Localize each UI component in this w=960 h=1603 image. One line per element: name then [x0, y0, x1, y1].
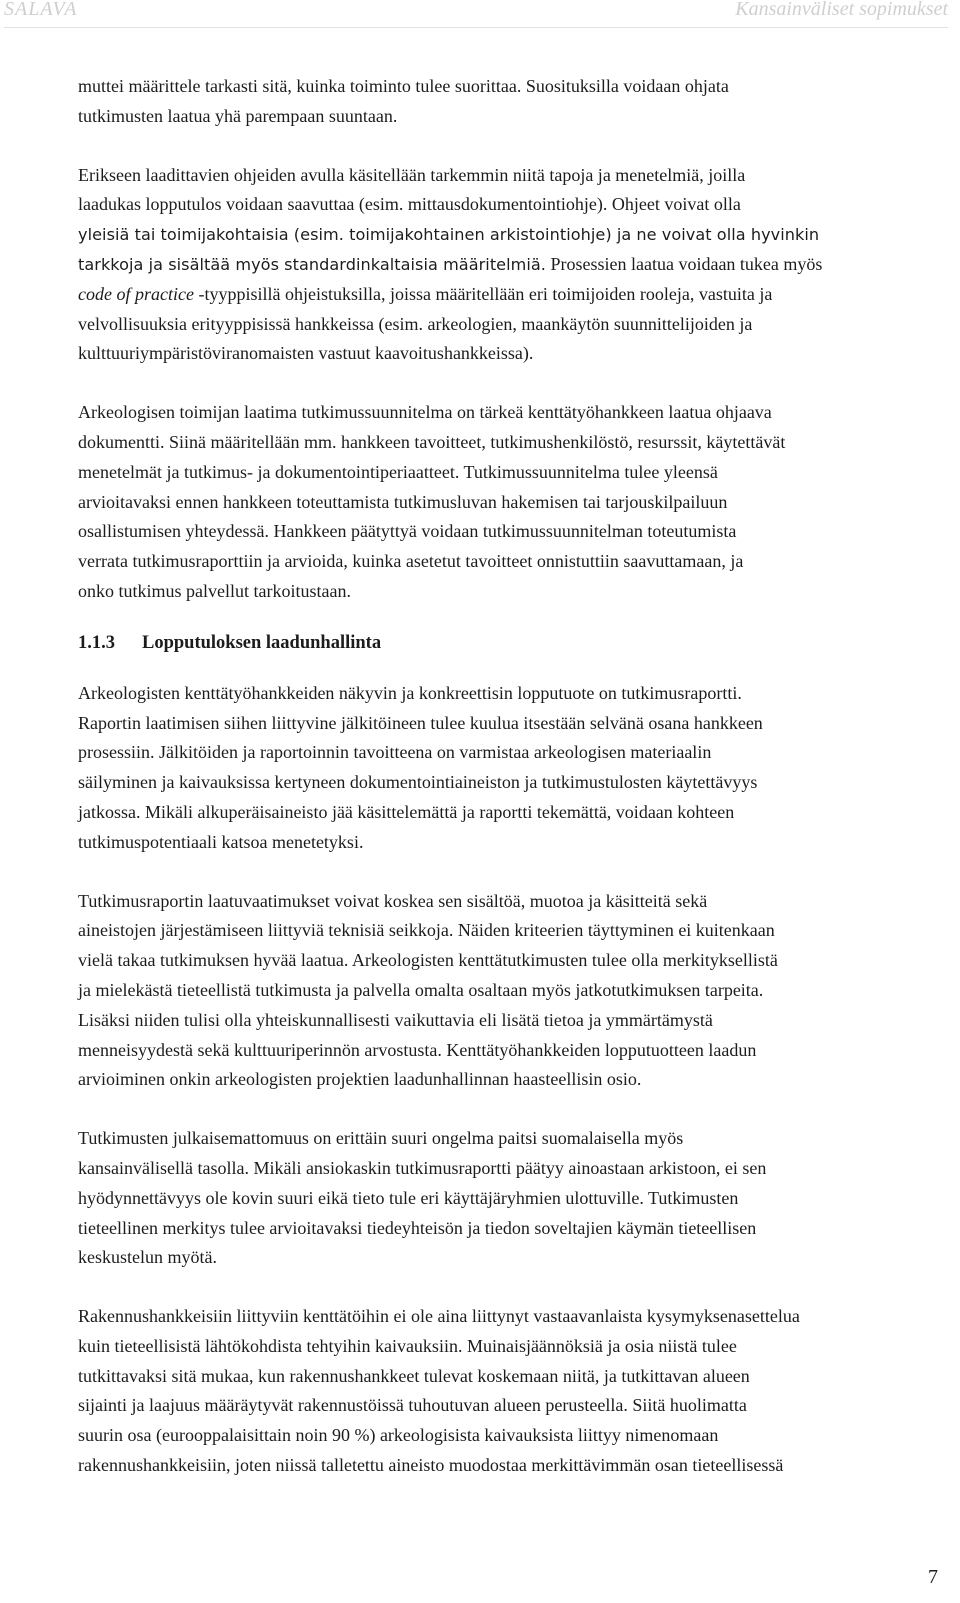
header-rule	[4, 27, 948, 28]
page-number: 7	[928, 1566, 938, 1588]
running-header	[0, 0, 960, 26]
paragraph-5: Tutkimusraportin laatuvaatimukset voivat koskea sen sisältöä, muotoa ja käsitteitä sekä aineistojen järjestämiseen liittyviä teknisiä seikkoja. Näiden kriteerien täyttyminen ei kuitenkaan vielä takaa tutkimuksen hyvää laatua. Arkeologisten kenttätutkimusten tulee olla merkityksellistä ja mielekästä tieteellistä tutkimusta ja palvella omalta osaltaan myös jatkotutkimuksen tarpeita. Lisäksi niiden tulisi olla yhteiskunnallisesti vaikuttavia eli lisätä tietoa ja ymmärtämystä menneisyydestä sekä kulttuuriperinnön arvostusta. Kenttätyöhankkeiden lopputuotteen laadun arvioiminen onkin arkeologisten projektien laadunhallinnan haasteellisin osio.	[78, 890, 778, 1090]
paragraph-2: Erikseen laadittavien ohjeiden avulla käsitellään tarkemmin niitä tapoja ja menetelmiä, joilla laadukas lopputulos voidaan saavuttaa (esim. mittausdokumentointiohje). Ohjeet voivat olla yleisiä tai toimijakohtaisia (esim. toimijakohtainen arkistointiohje) ja ne voivat olla hyvinkin tarkkoja ja sisältää myös standardinkaltaisia määritelmiä. Prosessien laatua voidaan tukea myös code of practice -tyyppisillä ohjeistuksilla, joissa määritellään eri toimijoiden rooleja, vastuita ja velvollisuuksia erityyppisissä hankkeissa (esim. arkeologien, maankäytön suunnittelijoiden ja kulttuuriympäristöviranomaisten vastuut kaavoitushankkeissa).	[78, 164, 823, 364]
paragraph-1: muttei määrittele tarkasti sitä, kuinka toiminto tulee suorittaa. Suosituksilla voidaan ohjata tutkimusten laatua yhä parempaan suuntaan.	[78, 76, 729, 126]
page-body	[78, 72, 946, 1481]
paragraph-3: Arkeologisen toimijan laatima tutkimussuunnitelma on tärkeä kenttätyöhankkeen laatua ohjaava dokumentti. Siinä määritellään mm. hankkeen tavoitteet, tutkimushenkilöstö, resurssit, käytettävät menetelmät ja tutkimus- ja dokumentointiperiaatteet. Tutkimussuunnitelma tulee yleensä arvioitavaksi ennen hankkeen toteuttamista tutkimusluvan hakemisen tai tarjouskilpailuun osallistumisen yhteydessä. Hankkeen päätyttyä voidaan tutkimussuunnitelman toteutumista verrata tutkimusraporttiin ja arvioida, kuinka asetetut tavoitteet onnistuttiin saavuttamaan, ja onko tutkimus palvellut tarkoitustaan.	[78, 402, 786, 601]
section-title: Lopputuloksen laadunhallinta	[142, 632, 382, 653]
header-author: SALAVA	[4, 0, 78, 20]
paragraph-7: Rakennushankkeisiin liittyviin kenttätöihin ei ole aina liittynyt vastaavanlaista kysymyksenasettelua kuin tieteellisistä lähtökohdista tehtyihin kaivauksiin. Muinaisjäännöksiä ja osia niistä tulee tutkittavaksi sitä mukaa, kun rakennushankkeet tulevat koskemaan niitä, ja tutkittavan alueen sijainti ja laajuus määräytyvät rakennustöissä tuhoutuvan alueen perusteella. Siitä huolimatta suurin osa (eurooppalaisittain noin 90 %) arkeologisista kaivauksista liittyy nimenomaan rakennushankkeisiin, joten niissä talletettu aineisto muodostaa merkittävimmän osan tieteellisessä	[78, 1306, 800, 1476]
section-heading	[78, 629, 946, 657]
italic-term: code of practice	[78, 283, 194, 304]
section-number: 1.1.3	[78, 632, 115, 653]
sans-fragment: tarkkoja ja sisältää myös standardinkaltaisia määritelmiä.	[78, 254, 546, 274]
header-chapter-title: Kansainväliset sopimukset	[735, 0, 948, 20]
sans-fragment: yleisiä tai toimijakohtaisia (esim. toimijakohtainen arkistointiohje) ja ne voivat olla hyvinkin	[78, 225, 820, 245]
paragraph-4: Arkeologisten kenttätyöhankkeiden näkyvin ja konkreettisin lopputuote on tutkimusraportti. Raportin laatimisen siihen liittyvine jälkitöineen tulee kuulua itsestään selvänä osana hankkeen prosessiin. Jälkitöiden ja raportoinnin tavoitteena on varmistaa arkeologisen materiaalin säilyminen ja kaivauksissa kertyneen dokumentointiaineiston ja tutkimustulosten käytettävyys jatkossa. Mikäli alkuperäisaineisto jää käsittelemättä ja raportti tekemättä, voidaan kohteen tutkimuspotentiaali katsoa menetetyksi.	[78, 682, 763, 852]
paragraph-6: Tutkimusten julkaisemattomuus on erittäin suuri ongelma paitsi suomalaisella myös kansainvälisellä tasolla. Mikäli ansiokaskin tutkimusraportti päätyy ainoastaan arkistoon, ei sen hyödynnettävyys ole kovin suuri eikä tieto tule eri käyttäjäryhmien ulottuville. Tutkimusten tieteellinen merkitys tulee arvioitavaksi tiedeyhteisön ja tiedon soveltajien käymän tieteellisen keskustelun myötä.	[78, 1128, 767, 1268]
